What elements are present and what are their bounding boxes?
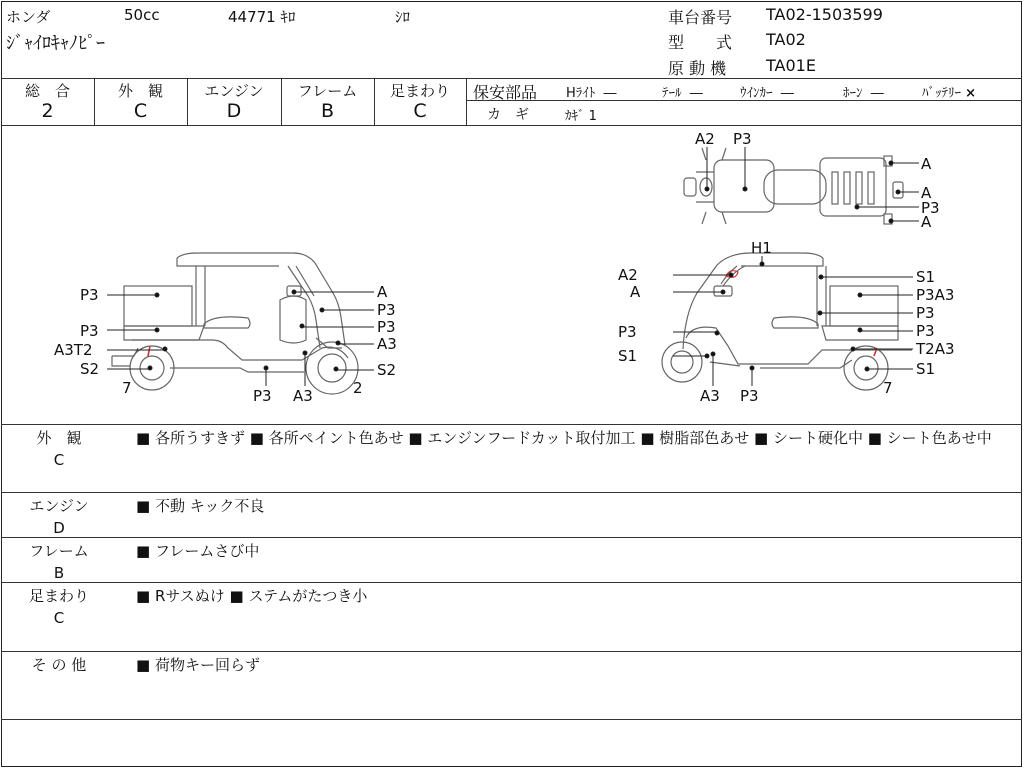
grade-engine-value: D <box>226 100 242 122</box>
section-title-suspension: 足まわり C <box>28 587 89 627</box>
divider <box>1 424 1022 425</box>
left-label-p3: P3 <box>80 286 99 304</box>
left-side-scooter <box>112 253 358 394</box>
section-notes-exterior: ■ 各所うすきず ■ 各所ペイント色あせ ■ エンジンフードカット取付加工 ■ 樹脂部色あせ ■ シート硬化中 ■ シート色あせ中 <box>136 429 992 447</box>
right-label-s1: S1 <box>916 360 936 378</box>
left-label-a3: A3 <box>377 335 397 353</box>
top-label-a2: A2 <box>695 130 715 148</box>
left-label-2: 2 <box>353 379 363 397</box>
right-label-s1: S1 <box>618 347 638 365</box>
divider <box>1 492 1022 493</box>
top-label-a: A <box>921 184 932 202</box>
type-value: TA02 <box>766 30 806 49</box>
right-label-p3a3: P3A3 <box>916 286 955 304</box>
top-label-p3: P3 <box>921 199 940 217</box>
safety-item-horn: ﾎｰﾝ ― <box>843 86 884 101</box>
key-label: カ ギ <box>487 107 529 123</box>
top-label-a: A <box>921 155 932 173</box>
divider <box>1 78 1022 79</box>
top-view-scooter <box>684 148 903 224</box>
right-label-p3: P3 <box>916 304 935 322</box>
engine-value: TA01E <box>766 56 816 75</box>
grade-engine-label: エンジン <box>204 82 264 100</box>
grade-suspension-value: C <box>413 100 427 122</box>
left-label-a3t2: A3T2 <box>54 341 93 359</box>
divider <box>1 719 1022 720</box>
safety-item-battery: ﾊﾞｯﾃﾘｰ × <box>922 86 977 101</box>
damage-diagram <box>0 126 1024 424</box>
mileage: 44771 ｷﾛ <box>228 8 296 26</box>
top-label-a: A <box>921 213 932 231</box>
section-notes-suspension: ■ Rサスぬけ ■ ステムがたつき小 <box>136 587 368 605</box>
grade-overall-label: 総 合 <box>24 82 70 100</box>
maker: ホンダ <box>6 8 51 26</box>
model-name: ｼﾞｬｲﾛｷｬﾉﾋﾟｰ <box>6 33 105 54</box>
right-label-7: 7 <box>883 379 893 397</box>
divider <box>466 78 467 125</box>
engine-label: 原 動 機 <box>668 59 727 78</box>
left-label-p3: P3 <box>80 322 99 340</box>
right-label-p3: P3 <box>916 322 935 340</box>
section-title-exterior: 外 観 C <box>36 429 82 469</box>
section-notes-other: ■ 荷物キー回らず <box>136 656 260 674</box>
divider <box>1 582 1022 583</box>
type-label: 型 式 <box>668 33 733 52</box>
left-label-a3: A3 <box>293 387 313 405</box>
left-label-a: A <box>377 283 388 301</box>
section-title-other: そ の 他 <box>31 656 87 674</box>
displacement: 50cc <box>124 6 160 24</box>
chassis-label: 車台番号 <box>668 8 733 27</box>
body-color: ｼﾛ <box>395 8 411 26</box>
safety-title: 保安部品 <box>473 83 538 102</box>
right-label-p3: P3 <box>740 387 759 405</box>
safety-item-headlight: Hﾗｲﾄ ― <box>566 86 617 101</box>
safety-item-winker: ｳｲﾝｶｰ ― <box>740 86 794 101</box>
key-value: ｶｷﾞ 1 <box>565 109 597 124</box>
left-label-7: 7 <box>122 379 132 397</box>
top-label-p3: P3 <box>733 130 752 148</box>
left-label-s2: S2 <box>80 360 100 378</box>
right-label-a: A <box>630 283 641 301</box>
grade-frame-label: フレーム <box>297 82 358 100</box>
safety-item-tail: ﾃｰﾙ ― <box>662 86 703 101</box>
grade-overall-value: 2 <box>41 100 54 122</box>
section-notes-engine: ■ 不動 キック不良 <box>136 497 265 515</box>
grade-frame-value: B <box>320 100 335 122</box>
left-label-p3: P3 <box>377 301 396 319</box>
grade-suspension-label: 足まわり <box>389 82 450 100</box>
scratch-mark <box>148 346 150 356</box>
chassis-value: TA02-1503599 <box>766 5 883 24</box>
right-label-t2a3: T2A3 <box>916 340 955 358</box>
right-label-a3: A3 <box>700 387 720 405</box>
right-label-a2: A2 <box>618 266 638 284</box>
right-label-p3: P3 <box>618 323 637 341</box>
grade-exterior-value: C <box>133 100 148 122</box>
left-label-s2: S2 <box>377 361 397 379</box>
section-title-frame: フレーム B <box>29 542 89 582</box>
right-label-h1: H1 <box>751 239 772 257</box>
left-label-p3: P3 <box>253 387 272 405</box>
right-label-s1: S1 <box>916 268 936 286</box>
section-notes-frame: ■ フレームさび中 <box>136 542 260 560</box>
divider <box>1 537 1022 538</box>
left-label-p3: P3 <box>377 318 396 336</box>
section-title-engine: エンジン D <box>29 497 89 537</box>
divider <box>1 651 1022 652</box>
grade-exterior-label: 外 観 <box>117 82 163 100</box>
